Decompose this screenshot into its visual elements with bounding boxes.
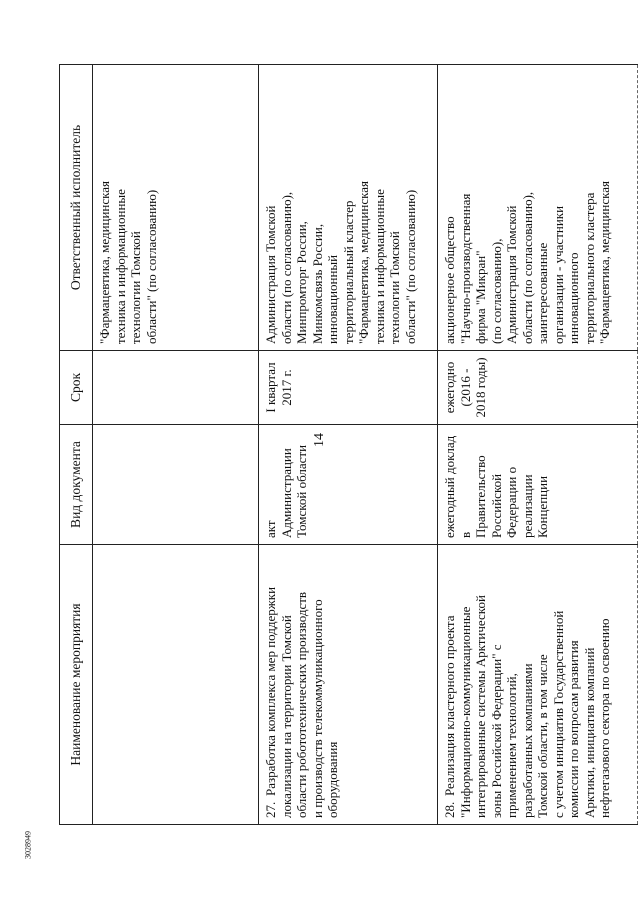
executor-cell: "Фармацевтика, медицинская техника и информационные технологии Томской области" (по согласованию) xyxy=(93,65,259,351)
executor-cell: акционерное общество "Научно-производственная фирма "Микран" (по согласованию), Администрация Томской области (по согласованию), заинтересованные организации - участники инновационного территориального кластера "Фармацевтика, медицинская xyxy=(438,65,638,351)
header-responsible-executor: Ответственный исполнитель xyxy=(60,65,93,351)
document-type-cell: ежегодный доклад в Правительство Российской Федерации о реализации Концепции xyxy=(438,425,638,545)
measure-name: Реализация кластерного проекта "Информационно-коммуникационные интегрированные системы Арктической зоны Российской Федерации" с применением технологий, разработанных компаниями Томской области, в том числе с учетом инициатив Государственной комиссии по вопросам развития Арктики, инициатив компаний нефтегазового сектора по освоению xyxy=(442,595,612,818)
row-number: 28. xyxy=(442,801,457,818)
executor-cell: Администрация Томской области (по согласованию), Минпромторг России, Минкомсвязь России, инновационный территориальный кластер "Фармацевтика, медицинская техника и информационные технологии Томской области" (по согласованию) xyxy=(259,65,438,351)
deadline-cell: ежегодно (2016 - 2018 годы) xyxy=(438,351,638,425)
measure-name-cell xyxy=(93,545,259,825)
page-number: 14 xyxy=(312,433,327,447)
deadline-cell: I квартал 2017 г. xyxy=(259,351,438,425)
document-type-cell: акт Администрации Томской области xyxy=(259,425,438,545)
deadline-cell xyxy=(93,351,259,425)
document-type-cell xyxy=(93,425,259,545)
table-header-row xyxy=(60,65,93,825)
measure-name-cell xyxy=(438,545,638,825)
measure-name: Разработка комплекса мер поддержки локализации на территории Томской области робототехнических производств и производств телекоммуникационного оборудования xyxy=(263,586,340,818)
header-document-type: Вид документа xyxy=(60,425,93,545)
document-code: 3028949 xyxy=(23,831,33,859)
header-measure-name: Наименование мероприятия xyxy=(60,545,93,825)
table-row xyxy=(438,65,638,825)
header-deadline: Срок xyxy=(60,351,93,425)
row-number: 27. xyxy=(263,801,278,818)
measure-name-cell xyxy=(259,545,438,825)
table-row xyxy=(259,65,438,825)
table-row-continuation xyxy=(93,65,259,825)
measures-table xyxy=(59,64,638,825)
